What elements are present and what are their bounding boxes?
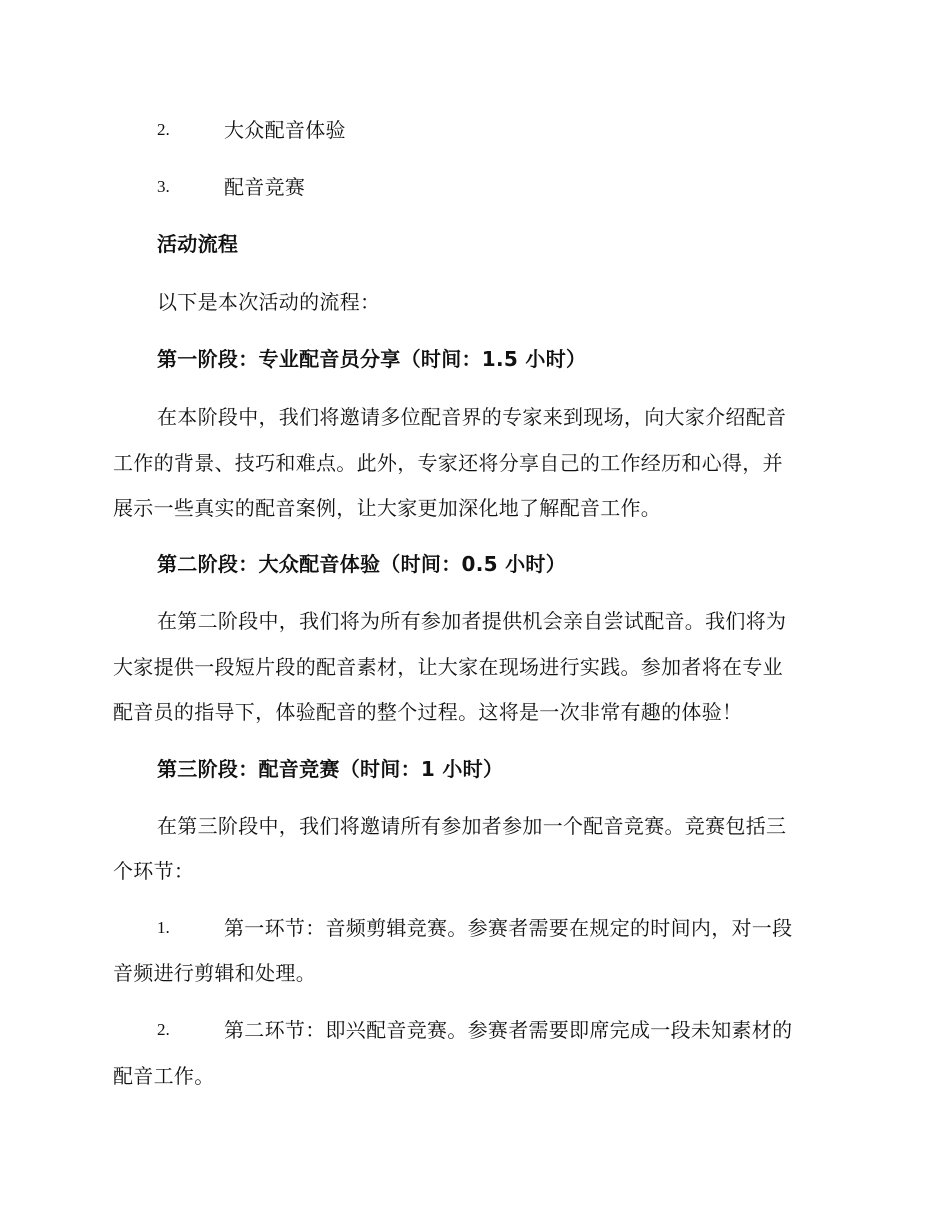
paragraph-line: 配音员的指导下，体验配音的整个过程。这将是一次非常有趣的体验！: [113, 700, 743, 724]
paragraph-line: 大家提供一段短片段的配音素材，让大家在现场进行实践。参加者将在专业: [113, 655, 783, 679]
stage-heading: 第三阶段：配音竞赛（时间：1 小时）: [157, 757, 504, 781]
list-item-text: 音频进行剪辑和处理。: [113, 961, 316, 985]
section-heading: 活动流程: [157, 232, 239, 256]
list-item-text: 第二环节：即兴配音竞赛。参赛者需要即席完成一段未知素材的: [224, 1018, 793, 1042]
paragraph-line: 在第三阶段中，我们将邀请所有参加者参加一个配音竞赛。竞赛包括三: [157, 814, 787, 838]
stage-heading: 第一阶段：专业配音员分享（时间：1.5 小时）: [157, 347, 587, 371]
list-number: 3.: [157, 177, 170, 196]
list-item-text: 配音竞赛: [224, 175, 306, 199]
stage-heading: 第二阶段：大众配音体验（时间：0.5 小时）: [157, 552, 566, 576]
paragraph-line: 工作的背景、技巧和难点。此外，专家还将分享自己的工作经历和心得，并: [113, 451, 783, 475]
intro-paragraph: 以下是本次活动的流程：: [157, 290, 381, 314]
list-item-text: 大众配音体验: [224, 118, 346, 142]
list-item-text: 第一环节：音频剪辑竞赛。参赛者需要在规定的时间内，对一段: [224, 916, 793, 940]
paragraph-line: 在本阶段中，我们将邀请多位配音界的专家来到现场，向大家介绍配音: [157, 405, 787, 429]
list-number: 2.: [157, 1020, 170, 1039]
paragraph-line: 在第二阶段中，我们将为所有参加者提供机会亲自尝试配音。我们将为: [157, 609, 787, 633]
paragraph-line: 个环节：: [113, 859, 195, 883]
list-item-text: 配音工作。: [113, 1064, 215, 1088]
list-number: 2.: [157, 120, 170, 139]
paragraph-line: 展示一些真实的配音案例，让大家更加深化地了解配音工作。: [113, 496, 662, 520]
list-number: 1.: [157, 918, 170, 937]
